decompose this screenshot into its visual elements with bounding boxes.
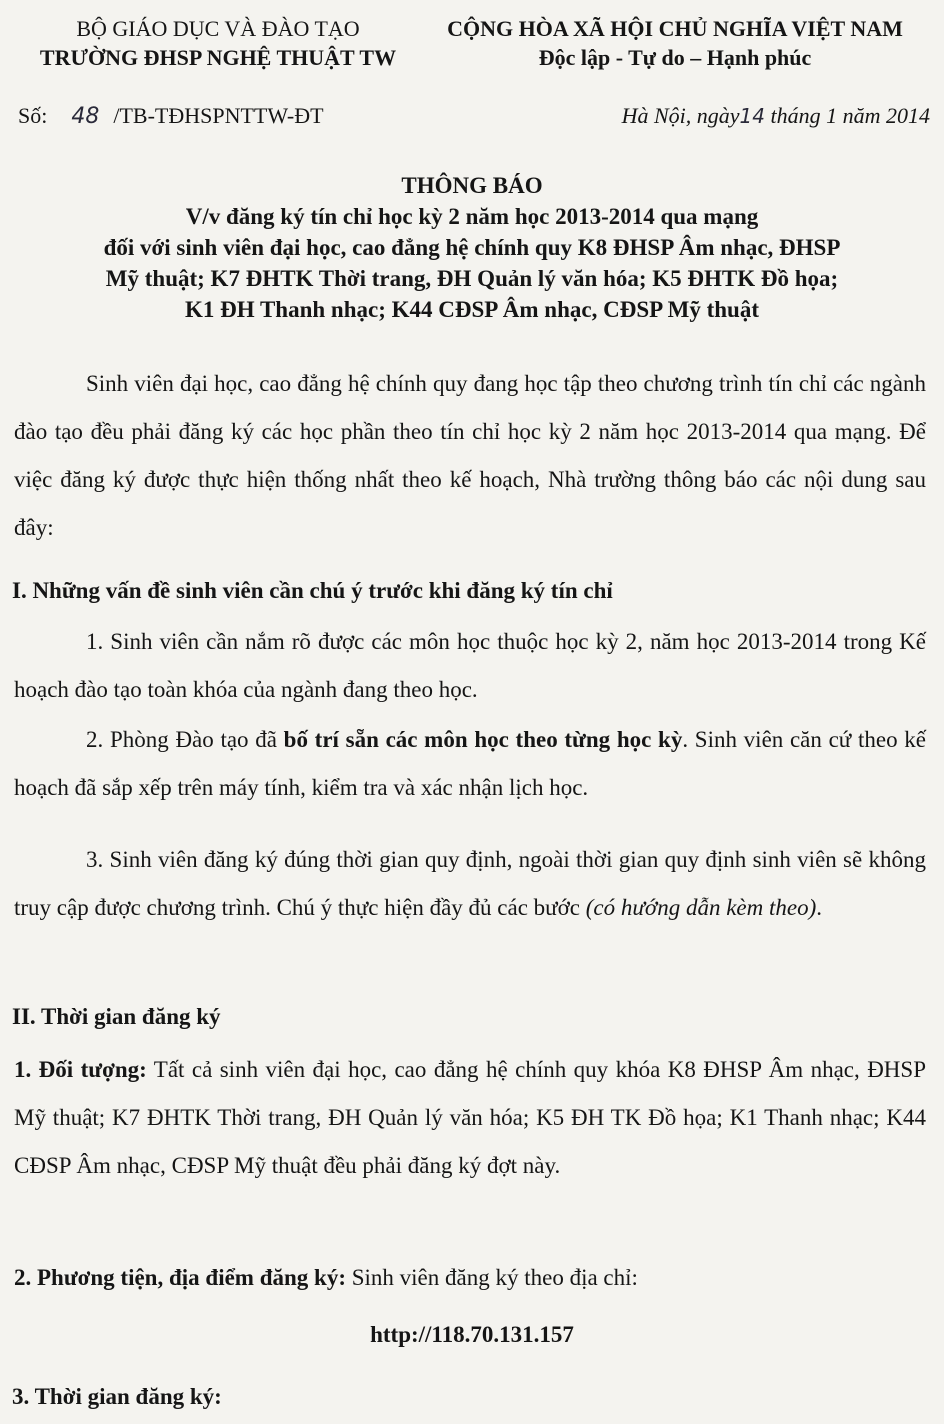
item-2-text-b: . Sinh viên căn cứ theo kế hoạch đã sắp xếp trên máy tính, kiểm tra và xác nhận lịch học. xyxy=(14,727,926,800)
title-line-1: V/v đăng ký tín chỉ học kỳ 2 năm học 2013-2014 qua mạng xyxy=(185,204,759,229)
item-3-text-a: 3. Sinh viên đăng ký đúng thời gian quy định, ngoài thời gian quy định sinh viên sẽ không truy cập được chương trình. Chú ý thực hiện đầy đủ các bước xyxy=(14,847,926,920)
section-1-item-1: 1. Sinh viên cần nắm rõ được các môn học thuộc học kỳ 2, năm học 2013-2014 trong Kế hoạch đào tạo toàn khóa của ngành đang theo học. xyxy=(14,629,926,702)
document-date xyxy=(622,103,930,129)
target-label: 1. Đối tượng: xyxy=(14,1057,147,1082)
section-1-heading: I. Những vấn đề sinh viên cần chú ý trước khi đăng ký tín chỉ xyxy=(12,578,613,603)
country-name: CỘNG HÒA XÃ HỘI CHỦ NGHĨA VIỆT NAM xyxy=(447,16,903,41)
title-line-2: đối với sinh viên đại học, cao đẳng hệ chính quy K8 ĐHSP Âm nhạc, ĐHSP xyxy=(103,235,841,260)
notice-title xyxy=(10,170,934,325)
section-2-heading: II. Thời gian đăng ký xyxy=(12,1004,221,1029)
section-1-item-2 xyxy=(14,716,926,812)
doc-number-prefix: Số: xyxy=(18,103,48,128)
header-left xyxy=(18,14,418,72)
school-name: TRƯỜNG ĐHSP NGHỆ THUẬT TW xyxy=(39,45,397,70)
section-1-item-3 xyxy=(14,836,926,932)
method-text: Sinh viên đăng ký theo địa chỉ: xyxy=(345,1265,638,1290)
item-3-italic: (có hướng dẫn kèm theo) xyxy=(585,895,817,920)
date-prefix: Hà Nội, ngày xyxy=(621,103,740,128)
header-right xyxy=(420,14,930,72)
registration-time-heading: 3. Thời gian đăng ký: xyxy=(12,1384,222,1409)
doc-number-handwritten: 48 xyxy=(71,104,100,129)
method-paragraph xyxy=(14,1254,926,1302)
item-3-text-b: . xyxy=(816,895,822,920)
registration-url[interactable]: http://118.70.131.157 xyxy=(370,1322,574,1347)
title-main: THÔNG BÁO xyxy=(401,173,543,198)
date-rest: tháng 1 năm 2014 xyxy=(770,103,930,128)
doc-number-code: /TB-TĐHSPNTTW-ĐT xyxy=(113,103,324,128)
intro-paragraph: Sinh viên đại học, cao đẳng hệ chính quy đang học tập theo chương trình tín chỉ các ngành đào tạo đều phải đăng ký các học phần theo tín chỉ học kỳ 2 năm học 2013-2014 qua mạng. Để việc đăng ký được thực hiện thống nhất theo kế hoạch, Nhà trường thông báo các nội dung sau đây: xyxy=(14,371,926,540)
target-text: Tất cả sinh viên đại học, cao đẳng hệ chính quy khóa K8 ĐHSP Âm nhạc, ĐHSP Mỹ thuật; K7 ĐHTK Thời trang, ĐH Quản lý văn hóa; K5 ĐH TK Đồ họa; K1 Thanh nhạc; K44 CĐSP Âm nhạc, CĐSP Mỹ thuật đều phải đăng ký đợt này. xyxy=(14,1057,926,1178)
title-line-3: Mỹ thuật; K7 ĐHTK Thời trang, ĐH Quản lý văn hóa; K5 ĐHTK Đồ họa; xyxy=(105,266,839,291)
item-2-text-a: 2. Phòng Đào tạo đã xyxy=(86,727,284,752)
document-number xyxy=(18,103,324,129)
item-2-bold: bố trí sẵn các môn học theo từng học kỳ xyxy=(283,727,683,752)
title-line-4: K1 ĐH Thanh nhạc; K44 CĐSP Âm nhạc, CĐSP Mỹ thuật xyxy=(184,297,760,322)
method-label: 2. Phương tiện, địa điểm đăng ký: xyxy=(14,1265,346,1290)
date-day-handwritten: 14 xyxy=(739,104,765,128)
target-paragraph xyxy=(14,1046,926,1190)
motto: Độc lập - Tự do – Hạnh phúc xyxy=(538,45,812,70)
ministry-name: BỘ GIÁO DỤC VÀ ĐÀO TẠO xyxy=(76,16,360,41)
